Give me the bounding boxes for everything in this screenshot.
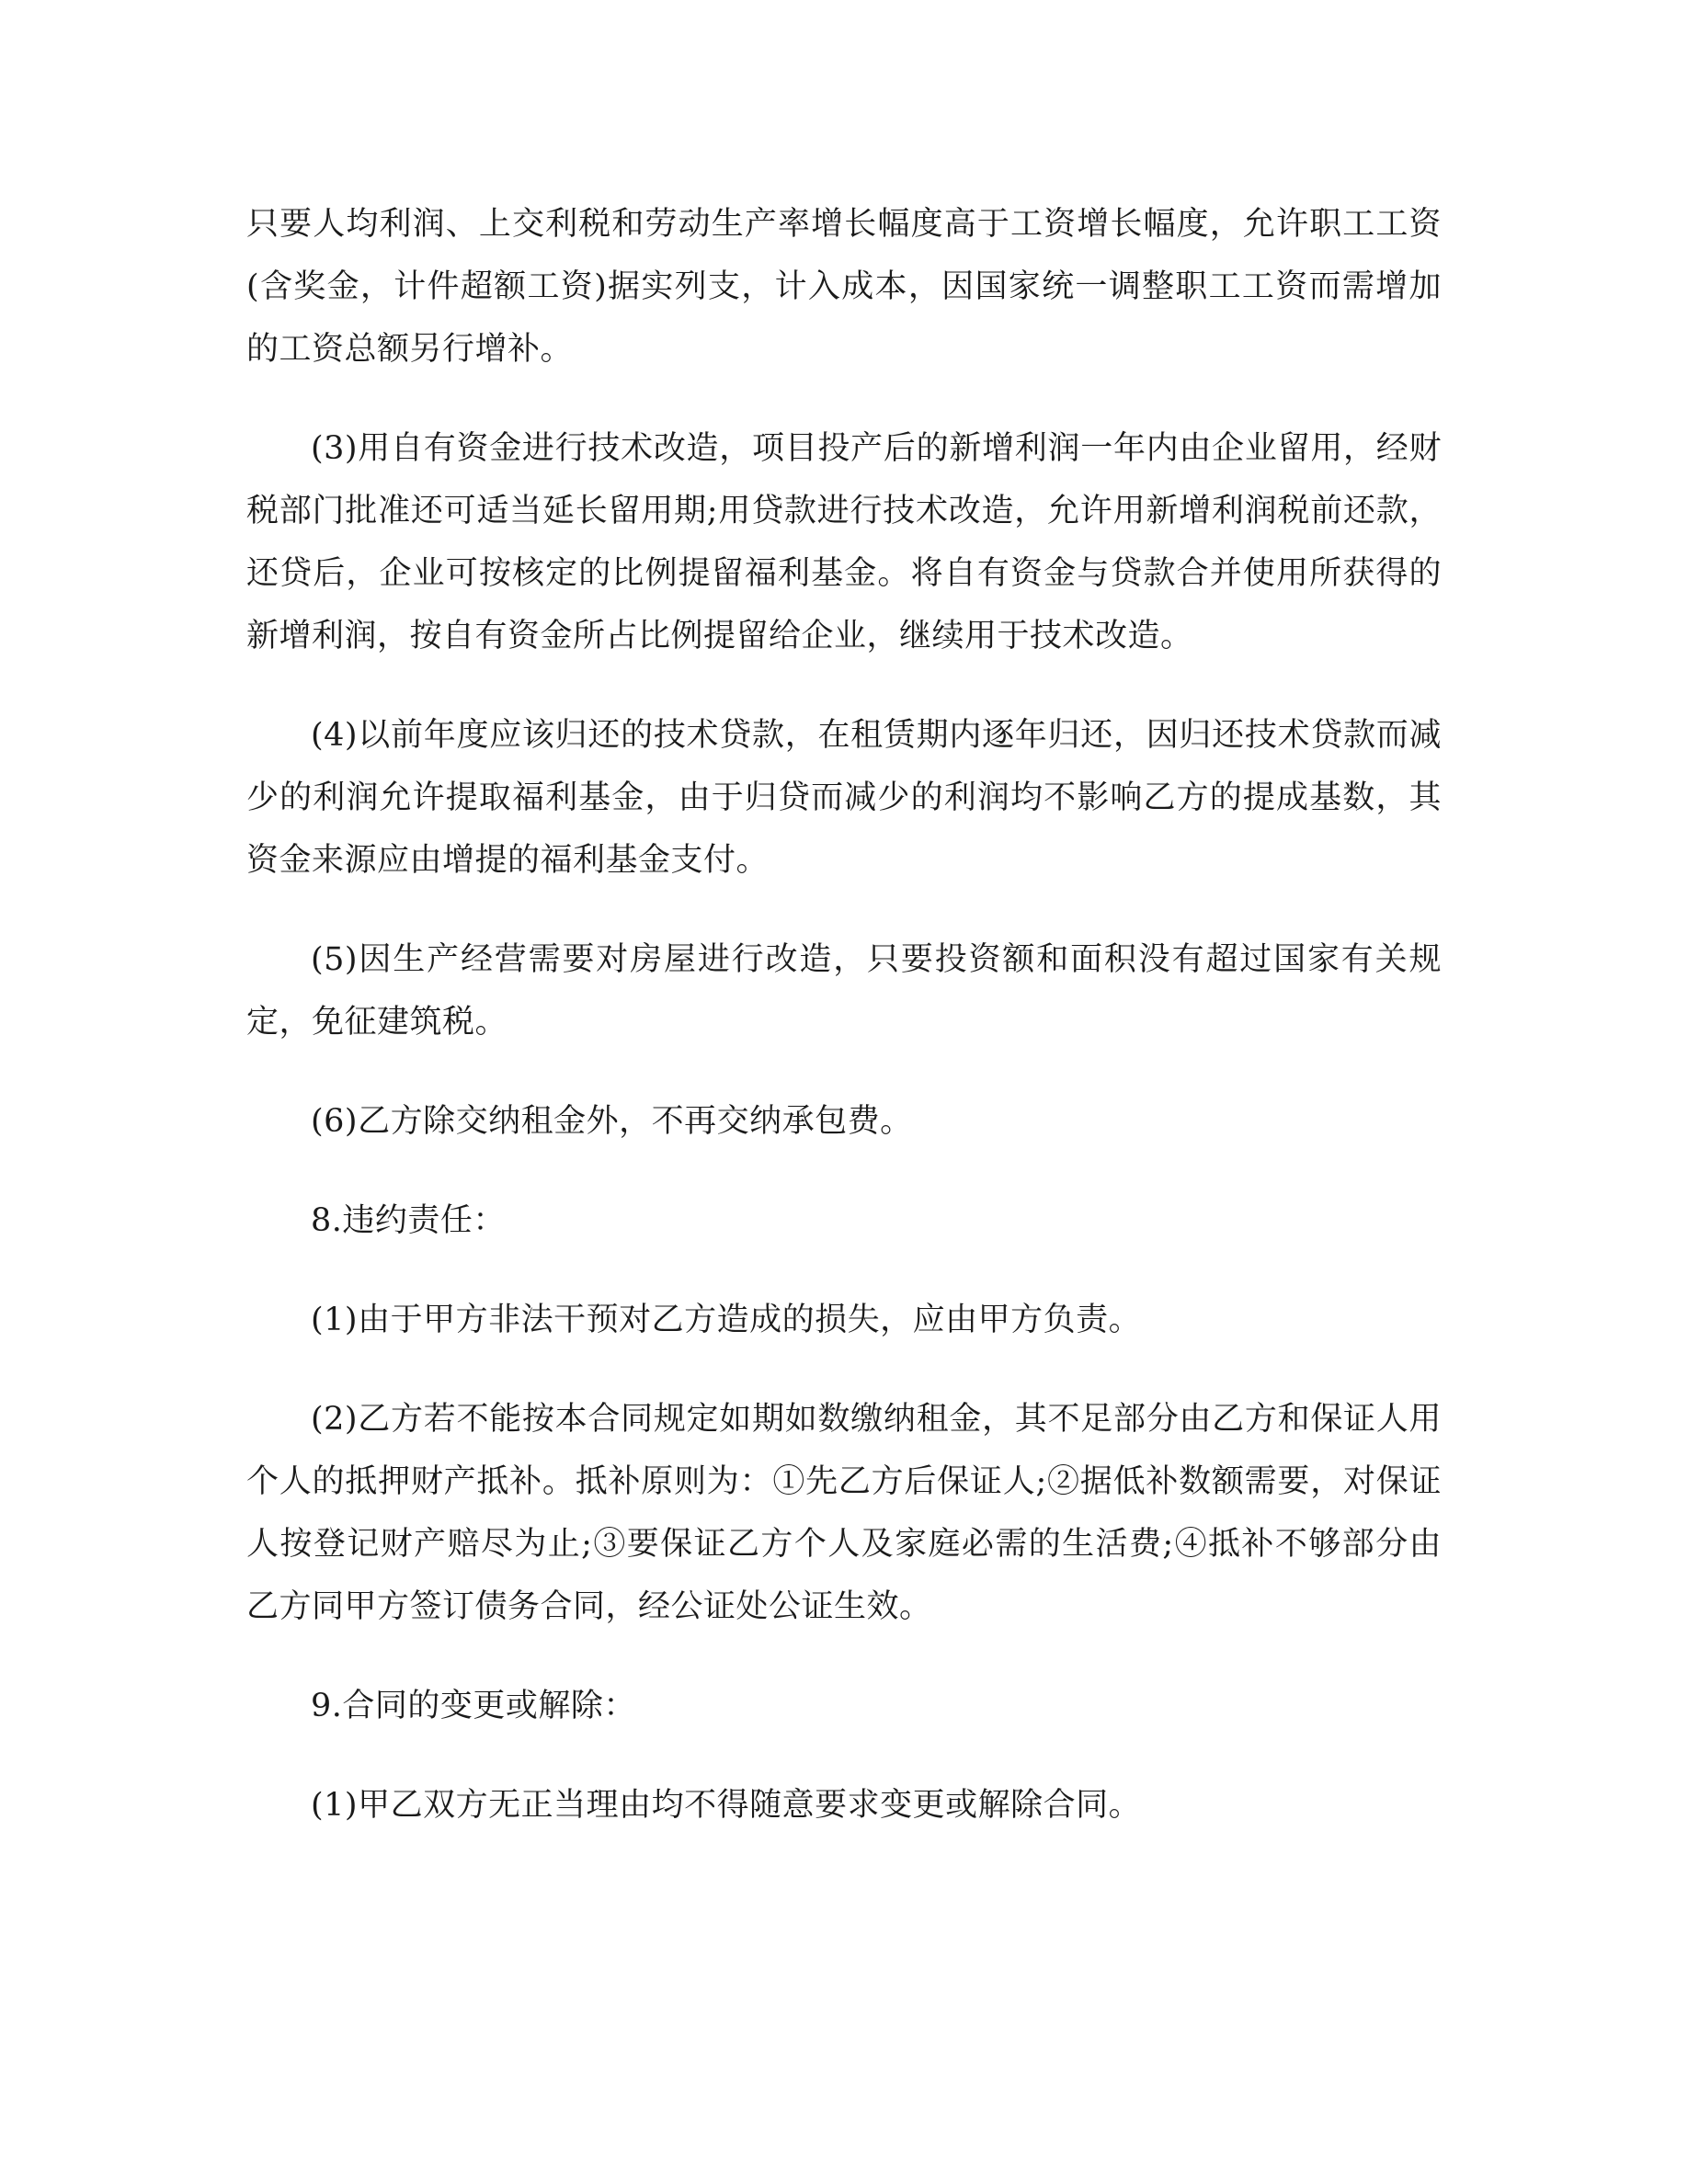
paragraph-item-5-building-renovation: (5)因生产经营需要对房屋进行改造，只要投资额和面积没有超过国家有关规定，免征建筑税。 [246, 941, 1442, 1041]
paragraph-item-3-tech-renovation: (3)用自有资金进行技术改造，项目投产后的新增利润一年内由企业留用，经财税部门批准还可适当延长留用期;用贷款进行技术改造，允许用新增利润税前还款，还贷后，企业可按核定的比例提留福利基金。将自有资金与贷款合并使用所获得的新增利润，按自有资金所占比例提留给企业，继续用于技术改造。 [246, 430, 1442, 654]
section-heading-breach-liability: 8.违约责任： [311, 1202, 506, 1239]
paragraph-item-4-tech-loans: (4)以前年度应该归还的技术贷款，在租赁期内逐年归还，因归还技术贷款而减少的利润允许提取福利基金，由于归贷而减少的利润均不影响乙方的提成基数，其资金来源应由增提的福利基金支付。 [246, 717, 1442, 879]
paragraph-breach-item-2: (2)乙方若不能按本合同规定如期如数缴纳租金，其不足部分由乙方和保证人用个人的抵押财产抵补。抵补原则为：①先乙方后保证人;②据低补数额需要，对保证人按登记财产赔尽为止;③要保证乙方个人及家庭必需的生活费;④抵补不够部分由乙方同甲方签订债务合同，经公证处公证生效。 [246, 1401, 1442, 1625]
document-page [246, 193, 1442, 1837]
paragraph-item-6-rent: (6)乙方除交纳租金外，不再交纳承包费。 [311, 1103, 913, 1140]
paragraph-salary-continuation: 只要人均利润、上交利税和劳动生产率增长幅度高于工资增长幅度，允许职工工资(含奖金，计件超额工资)据实列支，计入成本，因国家统一调整职工工资而需增加的工资总额另行增补。 [246, 206, 1442, 368]
paragraph-change-item-1: (1)甲乙双方无正当理由均不得随意要求变更或解除合同。 [311, 1787, 1142, 1824]
paragraph-breach-item-1: (1)由于甲方非法干预对乙方造成的损失，应由甲方负责。 [311, 1302, 1142, 1338]
section-heading-contract-change: 9.合同的变更或解除： [311, 1688, 636, 1724]
